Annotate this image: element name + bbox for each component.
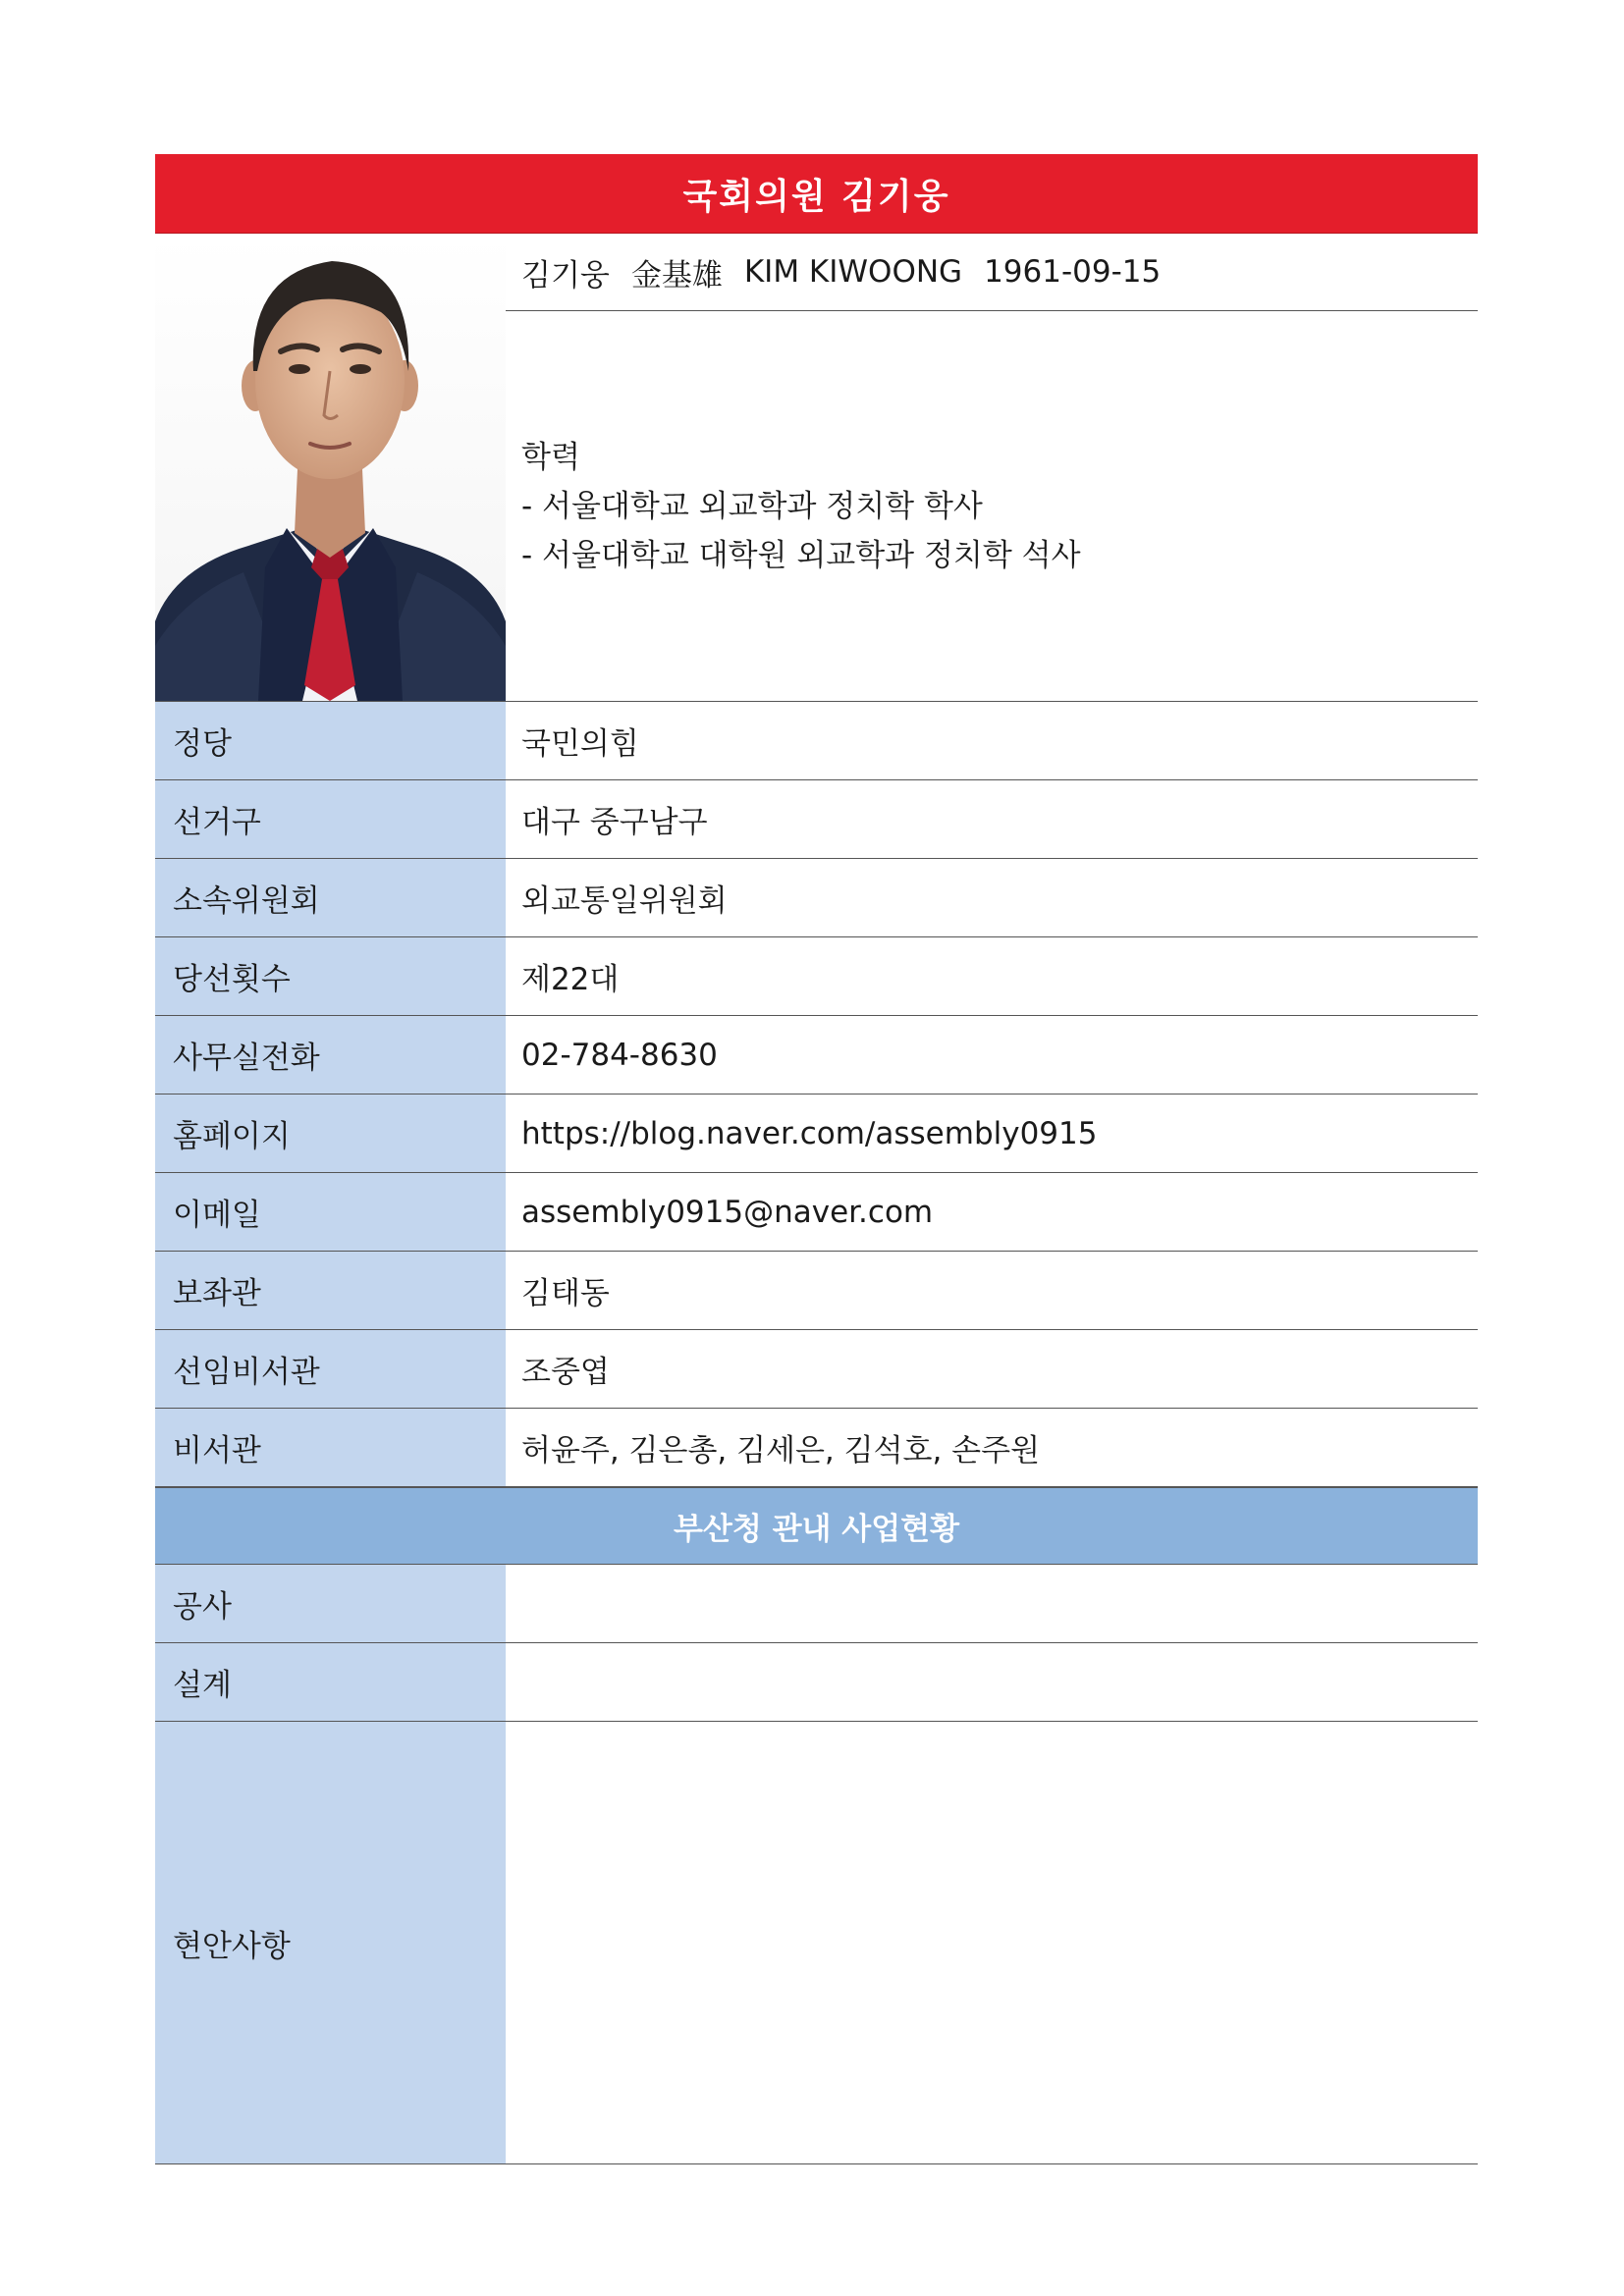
row-label: 사무실전화: [155, 1016, 506, 1094]
row-label: 이메일: [155, 1173, 506, 1251]
info-row-homepage: [155, 1095, 1478, 1173]
row-label: 공사: [155, 1565, 506, 1642]
row-value: [506, 1722, 1478, 2163]
row-label: 보좌관: [155, 1252, 506, 1329]
row-label: 선임비서관: [155, 1330, 506, 1408]
row-value: 제22대: [521, 962, 620, 997]
project-row-construction: [155, 1565, 1478, 1643]
info-row-secretaries: [155, 1409, 1478, 1487]
project-row-issues: [155, 1722, 1478, 2164]
row-label: 현안사항: [155, 1722, 506, 2163]
row-label: 비서관: [155, 1409, 506, 1486]
info-row-phone: [155, 1016, 1478, 1095]
row-value: 허윤주, 김은총, 김세은, 김석호, 손주원: [521, 1433, 1041, 1468]
row-value: 김태동: [521, 1276, 610, 1311]
name-english: KIM KIWOONG: [743, 254, 963, 290]
email-link[interactable]: assembly0915@naver.com: [521, 1194, 934, 1230]
name-hanja: 金基雄: [630, 257, 723, 294]
info-row-aide: [155, 1252, 1478, 1330]
info-row-committee: [155, 859, 1478, 937]
row-label: 정당: [155, 702, 506, 779]
profile-block: [155, 234, 1478, 702]
row-value: 조중엽: [521, 1355, 610, 1390]
portrait-photo: [155, 234, 506, 701]
education-heading: 학력: [521, 439, 580, 475]
row-value: 국민의힘: [521, 726, 639, 762]
row-label: 홈페이지: [155, 1095, 506, 1172]
education-item: - 서울대학교 외교학과 정치학 학사: [521, 488, 983, 524]
education-block: [506, 311, 1478, 701]
profile-info: [506, 234, 1478, 701]
birth-date: 1961-09-15: [984, 254, 1162, 290]
row-label: 설계: [155, 1643, 506, 1721]
row-value: 외교통일위원회: [521, 883, 728, 919]
row-value: [506, 1643, 1478, 1721]
info-row-terms: [155, 937, 1478, 1016]
row-label: 당선횟수: [155, 937, 506, 1015]
name-korean: 김기웅: [521, 257, 610, 294]
homepage-link[interactable]: https://blog.naver.com/assembly0915: [521, 1115, 1098, 1151]
row-value: [506, 1565, 1478, 1642]
profile-sheet: [155, 154, 1478, 2164]
page-title: 국회의원 김기웅: [155, 154, 1478, 234]
info-row-senior-secretary: [155, 1330, 1478, 1409]
info-row-email: [155, 1173, 1478, 1252]
row-value: 대구 중구남구: [521, 805, 708, 840]
section-title: 부산청 관내 사업현황: [155, 1487, 1478, 1565]
row-label: 선거구: [155, 780, 506, 858]
project-row-design: [155, 1643, 1478, 1722]
info-row-district: [155, 780, 1478, 859]
row-label: 소속위원회: [155, 859, 506, 936]
name-line: [506, 234, 1478, 311]
info-row-party: [155, 702, 1478, 780]
education-item: - 서울대학교 대학원 외교학과 정치학 석사: [521, 537, 1081, 573]
row-value: 02-784-8630: [521, 1037, 718, 1073]
